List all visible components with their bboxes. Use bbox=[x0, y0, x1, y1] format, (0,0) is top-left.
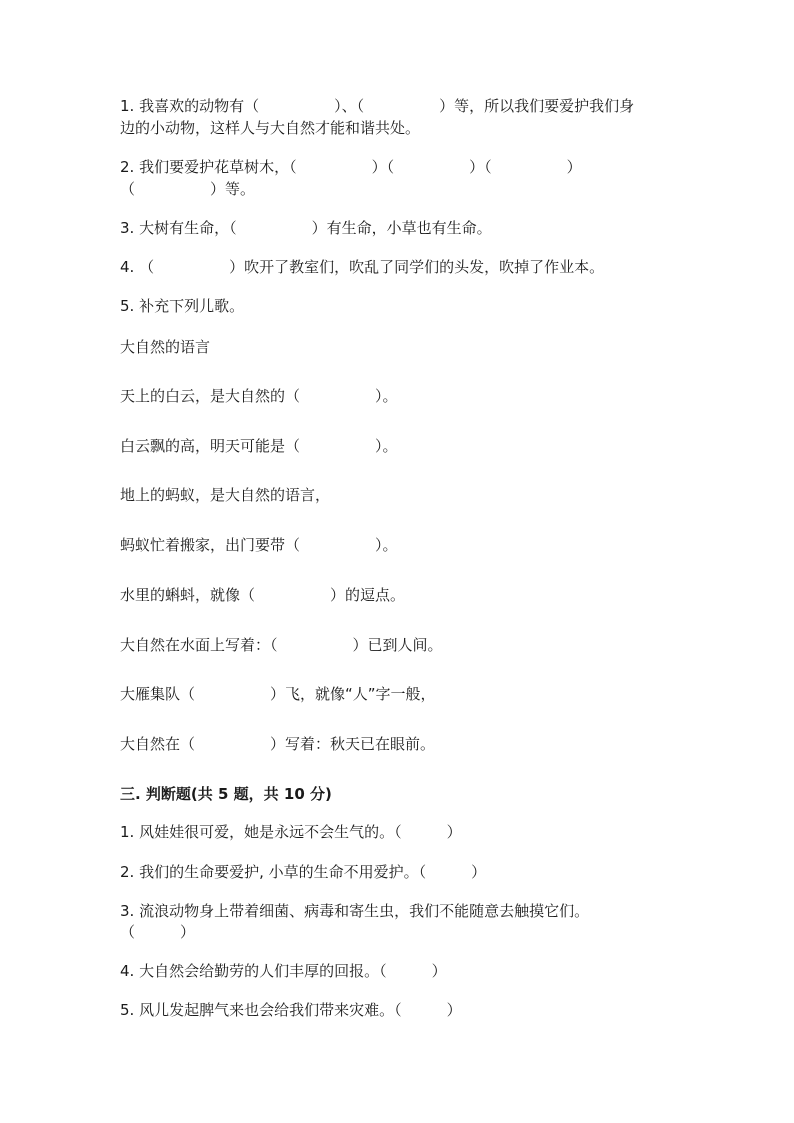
judge-q3-line2: （ ） bbox=[120, 923, 196, 941]
judge-q5: 5. 风儿发起脾气来也会给我们带来灾难。（ ） bbox=[120, 1001, 462, 1019]
judge-q4: 4. 大自然会给勤劳的人们丰厚的回报。（ ） bbox=[120, 962, 447, 980]
fill-q2-line1: 2. 我们要爱护花草树木，（ ）（ ）（ ） bbox=[120, 158, 582, 176]
poem-title: 大自然的语言 bbox=[120, 338, 211, 356]
poem-line: 大雁集队（ ）飞，就像“人”字一般， bbox=[120, 685, 436, 703]
fill-q1-line2: 边的小动物，这样人与大自然才能和谐共处。 bbox=[120, 119, 421, 137]
judge-q3-line1: 3. 流浪动物身上带着细菌、病毒和寄生虫，我们不能随意去触摸它们。 bbox=[120, 902, 590, 920]
poem-line: 大自然在水面上写着：（ ）已到人间。 bbox=[120, 636, 443, 654]
judge-q2: 2. 我们的生命要爱护, 小草的生命不用爱护。（ ） bbox=[120, 863, 487, 881]
fill-q4: 4. （ ）吹开了教室们，吹乱了同学们的头发，吹掉了作业本。 bbox=[120, 258, 605, 276]
fill-q3: 3. 大树有生命，（ ）有生命，小草也有生命。 bbox=[120, 219, 492, 237]
judge-q1: 1. 风娃娃很可爱，她是永远不会生气的。（ ） bbox=[120, 823, 462, 841]
poem-line: 天上的白云，是大自然的（ ）。 bbox=[120, 387, 398, 405]
poem-line: 水里的蝌蚪，就像（ ）的逗点。 bbox=[120, 586, 406, 604]
poem-line: 白云飘的高，明天可能是（ ）。 bbox=[120, 437, 398, 455]
fill-q1-line1: 1. 我喜欢的动物有（ ）、（ ）等，所以我们要爱护我们身 bbox=[120, 97, 635, 115]
poem-line: 大自然在（ ）写着：秋天已在眼前。 bbox=[120, 735, 436, 753]
poem-line: 蚂蚁忙着搬家，出门要带（ ）。 bbox=[120, 536, 398, 554]
poem-line: 地上的蚂蚁，是大自然的语言， bbox=[120, 486, 331, 504]
fill-q5: 5. 补充下列儿歌。 bbox=[120, 297, 245, 315]
fill-q2-line2: （ ）等。 bbox=[120, 180, 256, 198]
section-heading-judge: 三. 判断题(共 5 题，共 10 分) bbox=[120, 785, 332, 803]
